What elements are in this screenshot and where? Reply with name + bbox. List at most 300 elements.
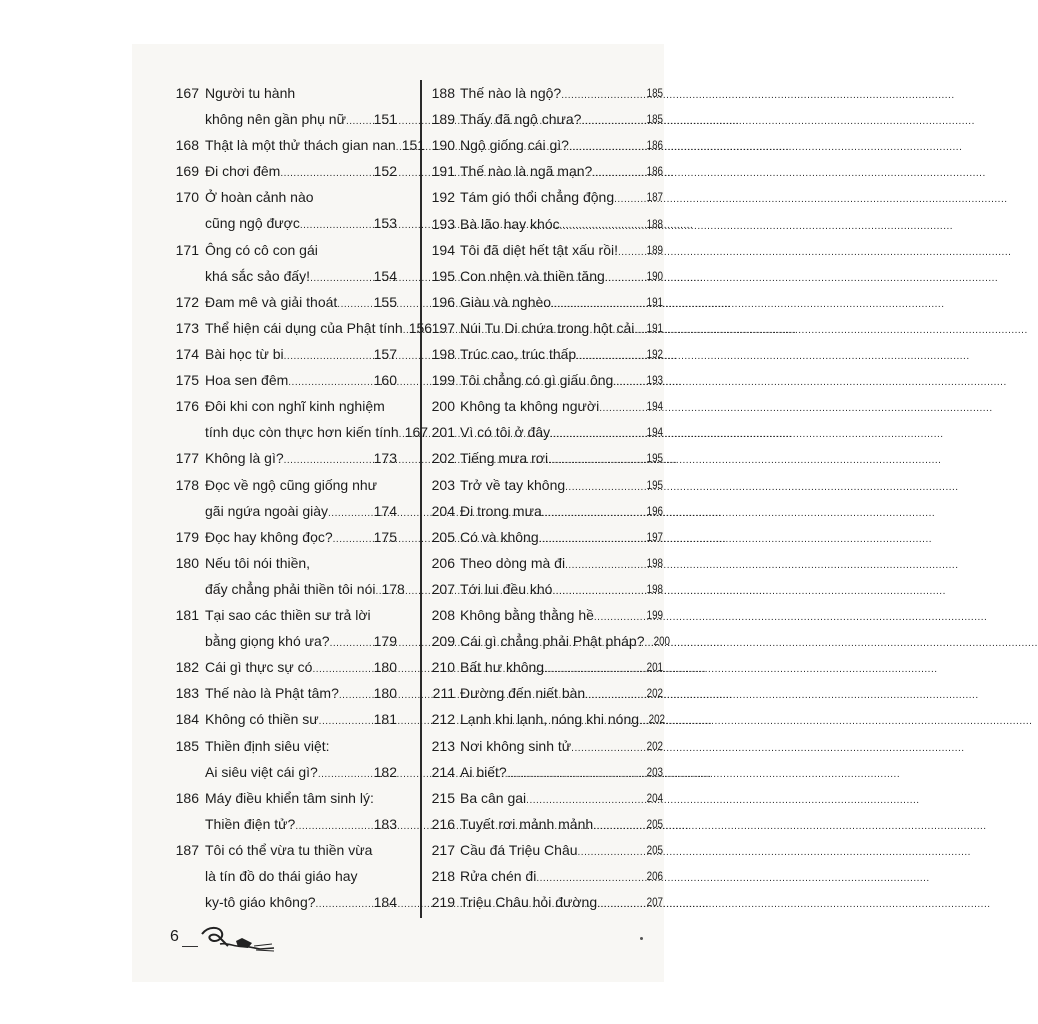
entry-title-text: Bà lão hay khóc: [460, 215, 560, 232]
dot-leader: [300, 210, 374, 236]
dot-leader: [536, 863, 643, 889]
toc-entry[interactable]: [427, 602, 663, 628]
entry-title-text: Đọc về ngộ cũng giống như: [205, 476, 378, 493]
dot-leader: [507, 759, 643, 785]
entry-page-number: 195: [646, 477, 663, 492]
entry-title-line: [205, 733, 397, 759]
dot-leader: [639, 706, 645, 732]
entry-page-number: 175: [373, 528, 397, 545]
entry-page-number: 197: [646, 529, 663, 544]
entry-number: 208: [431, 607, 455, 623]
dot-leader: [592, 158, 643, 184]
entry-title-text: Tuyết rơi mảnh mảnh: [460, 815, 594, 832]
entry-title-text: Thế nào là ngộ?: [460, 85, 562, 101]
toc-entry[interactable]: [427, 393, 663, 419]
entry-page-number: 189: [646, 242, 663, 257]
toc-entry[interactable]: [155, 445, 397, 471]
entry-page-number: 180: [373, 685, 397, 702]
toc-entry[interactable]: [427, 158, 663, 184]
entry-title-line: [460, 289, 663, 315]
page-footer: [168, 920, 288, 960]
toc-entry[interactable]: [155, 472, 397, 524]
entry-title-text: Tiếng mưa rơi: [460, 450, 549, 467]
entry-page-number: 194: [646, 399, 663, 414]
entry-title-line: [205, 367, 397, 393]
entry-title-text: Đi trong mưa: [460, 502, 542, 519]
entry-page-number: 187: [646, 190, 663, 205]
toc-entry[interactable]: [155, 184, 397, 236]
entry-number: 215: [431, 789, 455, 806]
entry-number: 183: [175, 685, 199, 702]
entry-page-number: 151: [373, 111, 397, 128]
entry-title-line: [205, 289, 397, 315]
entry-title-line: [460, 419, 663, 445]
toc-entry[interactable]: [155, 550, 405, 602]
dot-leader: [565, 550, 643, 576]
entry-title-text: Người tu hành: [205, 85, 296, 101]
toc-entry[interactable]: [155, 680, 397, 706]
toc-entry[interactable]: [427, 654, 663, 680]
entry-title-text: Đường đến niết bàn: [460, 685, 586, 702]
toc-entry[interactable]: [427, 550, 663, 576]
entry-number: 212: [431, 711, 455, 728]
entry-number: 201: [431, 424, 455, 441]
toc-entry[interactable]: [155, 237, 397, 289]
brush-ornament-icon: [198, 924, 278, 958]
entry-page-number: 198: [646, 555, 663, 570]
entry-title-line: [460, 315, 663, 341]
dot-leader: [560, 211, 643, 237]
entry-title-line: [205, 602, 397, 628]
entry-title-line: [205, 80, 397, 106]
entry-title-text: Rửa chén đi: [460, 868, 537, 884]
dot-leader: [597, 889, 643, 915]
entry-title-text: Thế nào là Phật tâm?: [205, 685, 339, 702]
entry-page-number: 201: [646, 660, 663, 675]
entry-title-line: [460, 889, 663, 915]
toc-entry[interactable]: [155, 158, 397, 184]
entry-number: 209: [431, 633, 455, 650]
toc-entry[interactable]: [155, 654, 397, 680]
entry-page-number: 152: [373, 163, 397, 180]
entry-page-number: 202: [646, 686, 663, 701]
entry-title-line: [205, 654, 397, 680]
entry-title-text: không nên gần phụ nữ: [205, 111, 346, 128]
dot-leader: [578, 837, 643, 863]
toc-entry[interactable]: [155, 602, 397, 654]
entry-page-number: 182: [373, 763, 397, 780]
entry-title-text: Trúc cao, trúc thấp: [460, 346, 577, 362]
toc-entry[interactable]: [427, 863, 663, 889]
entry-number: 192: [431, 189, 455, 206]
toc-entry[interactable]: [155, 837, 397, 915]
entry-page-number: 179: [373, 633, 397, 650]
entry-title-text: Không là gì?: [205, 450, 284, 467]
entry-page-number: 190: [646, 268, 663, 283]
toc-entry[interactable]: [427, 237, 663, 263]
entry-number: 191: [431, 163, 455, 180]
entry-title-line: [460, 602, 663, 628]
entry-page-number: 198: [646, 581, 663, 596]
dot-leader: [396, 132, 402, 158]
entry-title-text: Có và không: [460, 528, 539, 545]
entry-title-line: [205, 132, 426, 158]
entry-number: 205: [431, 528, 455, 545]
dot-leader: [284, 341, 374, 367]
entry-page-number: 174: [373, 502, 397, 519]
dot-leader: [544, 654, 643, 680]
entry-title-line: [205, 184, 397, 210]
page-number: 6: [170, 928, 179, 945]
toc-entry[interactable]: [155, 80, 397, 132]
dot-leader: [548, 445, 643, 471]
entry-number: 202: [431, 450, 455, 467]
toc-entry[interactable]: [155, 289, 397, 315]
toc-entry[interactable]: [427, 628, 671, 654]
entry-number: 186: [175, 789, 199, 806]
entry-number: 185: [175, 737, 199, 754]
entry-page-number: 188: [646, 216, 663, 231]
entry-title-line: [205, 498, 397, 524]
dot-leader: [312, 654, 373, 680]
entry-title-text: Thế nào là ngã mạn?: [460, 163, 593, 180]
entry-title-text: Đam mê và giải thoát: [205, 293, 338, 310]
entry-title-text: Đọc hay không đọc?: [205, 528, 333, 545]
entry-title-line: [460, 184, 663, 210]
entry-page-number: 200: [654, 634, 671, 649]
dot-leader: [333, 524, 374, 550]
entry-title-text: Tôi đã diệt hết tật xấu rồi!: [460, 241, 618, 258]
dot-leader: [318, 759, 374, 785]
entry-number: 194: [431, 241, 455, 258]
entry-title-line: [460, 445, 663, 471]
dot-leader: [295, 811, 373, 837]
toc-entry[interactable]: [427, 524, 663, 550]
entry-title-line: [460, 837, 663, 863]
entry-title-text: Tôi có thể vừa tu thiền vừa: [205, 841, 373, 858]
toc-entry[interactable]: [155, 315, 433, 341]
toc-entry[interactable]: [427, 889, 663, 915]
entry-number: 167: [175, 85, 199, 101]
entry-page-number: 173: [373, 450, 397, 467]
entry-title-text: là tín đồ do thái giáo hay: [205, 867, 358, 884]
entry-page-number: 205: [646, 842, 663, 857]
entry-title-text: Vì có tôi ở đây: [460, 424, 551, 441]
entry-title-text: Ngộ giống cái gì?: [460, 137, 569, 154]
dot-leader: [346, 106, 374, 132]
footer-rule: [182, 946, 198, 947]
entry-title-text: Cầu đá Triệu Châu: [460, 841, 578, 858]
entry-page-number: 199: [646, 608, 663, 622]
entry-title-text: Ai biết?: [460, 763, 507, 780]
dot-leader: [280, 158, 373, 184]
entry-title-line: [205, 472, 397, 498]
entry-title-text: Nơi không sinh tử: [460, 737, 572, 754]
entry-number: 200: [431, 398, 455, 415]
dot-leader: [403, 315, 409, 341]
entry-title-text: Thấy đã ngộ chưa?: [460, 111, 582, 128]
entry-title-line: [205, 263, 397, 289]
toc-entry[interactable]: [427, 472, 663, 498]
entry-number: 171: [175, 241, 199, 258]
entry-number: 181: [175, 607, 199, 623]
entry-number: 218: [431, 868, 455, 884]
dot-leader: [599, 393, 643, 419]
entry-title-text: Trở về tay không: [460, 476, 566, 493]
entry-number: 189: [431, 111, 455, 128]
toc-entry[interactable]: [427, 811, 663, 837]
entry-page-number: 151: [401, 137, 426, 154]
entry-title-text: Nếu tôi nói thiền,: [205, 554, 311, 571]
dot-leader: [551, 289, 643, 315]
dot-leader: [618, 237, 643, 263]
entry-title-text: Ba cân gai: [460, 789, 527, 806]
entry-page-number: 205: [646, 816, 663, 831]
dot-leader: [581, 106, 643, 132]
entry-title-text: Triệu Châu hỏi đường: [460, 894, 598, 911]
entry-number: 196: [431, 293, 455, 310]
toc-entry[interactable]: [427, 80, 663, 106]
dot-leader: [319, 706, 374, 732]
toc-entry[interactable]: [427, 498, 663, 524]
entry-title-line: [205, 210, 397, 236]
entry-number: 217: [431, 841, 455, 858]
toc-entry[interactable]: [427, 837, 663, 863]
entry-number: 190: [431, 137, 455, 154]
entry-page-number: 156: [408, 319, 433, 336]
entry-title-text: Giàu và nghèo: [460, 293, 552, 310]
entry-title-line: [205, 445, 397, 471]
dot-leader: [634, 315, 643, 341]
entry-title-line: [460, 158, 663, 184]
entry-title-text: khá sắc sảo đấy!: [205, 267, 311, 284]
entry-page-number: 186: [646, 138, 663, 153]
entry-number: 170: [175, 189, 199, 206]
toc-entry[interactable]: [427, 341, 663, 367]
entry-title-text: Máy điều khiển tâm sinh lý:: [205, 789, 374, 806]
entry-number: 179: [175, 528, 199, 545]
entry-title-line: [460, 341, 663, 367]
entry-number: 174: [175, 346, 199, 362]
entry-title-text: Thật là một thử thách gian nan: [205, 137, 396, 154]
entry-title-line: [205, 550, 397, 576]
toc-entry[interactable]: [155, 706, 397, 732]
entry-page-number: 195: [646, 451, 663, 466]
entry-number: 206: [431, 554, 455, 571]
toc-entry[interactable]: [427, 263, 663, 289]
entry-number: 199: [431, 372, 455, 389]
entry-title-text: Cái gì chẳng phải Phật pháp?: [460, 633, 645, 650]
entry-title-line: [205, 341, 397, 367]
toc-entry[interactable]: [427, 106, 663, 132]
entry-page-number: 204: [646, 790, 663, 805]
dot-leader: [284, 445, 374, 471]
entry-title-line: [460, 106, 663, 132]
dot-leader: [526, 785, 643, 811]
toc-entry[interactable]: [427, 706, 666, 732]
entry-title-line: [460, 863, 663, 889]
toc-entry[interactable]: [427, 419, 663, 445]
entry-title-line: [205, 759, 397, 785]
entry-title-line: [205, 106, 397, 132]
toc-entry[interactable]: [427, 576, 663, 602]
entry-title-line: [460, 80, 663, 106]
toc-entry[interactable]: [427, 315, 663, 341]
entry-page-number: 157: [373, 346, 397, 362]
entry-page-number: 160: [373, 372, 397, 389]
entry-page-number: 185: [646, 86, 663, 100]
entry-number: 187: [175, 841, 199, 858]
dot-leader: [542, 498, 643, 524]
toc-entry[interactable]: [427, 211, 663, 237]
entry-number: 197: [431, 319, 455, 336]
entry-page-number: 154: [373, 267, 397, 284]
entry-number: 172: [175, 293, 199, 310]
entry-title-text: Thiền điện tử?: [205, 815, 296, 832]
entry-title-text: Con nhện và thiền tăng: [460, 267, 605, 284]
entry-title-text: Không ta không người: [460, 398, 600, 415]
entry-title-line: [460, 576, 663, 602]
dot-leader: [569, 132, 643, 158]
entry-page-number: 192: [646, 347, 663, 361]
toc-entry[interactable]: [427, 785, 663, 811]
entry-title-line: [205, 237, 397, 263]
dot-leader: [310, 263, 374, 289]
dot-leader: [585, 680, 643, 706]
entry-title-line: [205, 863, 397, 889]
dot-leader: [339, 680, 374, 706]
entry-title-line: [460, 524, 663, 550]
entry-page-number: 203: [646, 764, 663, 779]
entry-page-number: 186: [646, 164, 663, 179]
entry-title-line: [205, 393, 397, 419]
entry-title-line: [205, 524, 397, 550]
entry-page-number: 178: [381, 580, 405, 597]
dot-leader: [399, 419, 405, 445]
entry-title-line: [205, 628, 397, 654]
toc-entry[interactable]: [427, 289, 663, 315]
toc-entry[interactable]: [155, 393, 429, 445]
stray-mark: [640, 937, 643, 940]
entry-title-line: [460, 706, 666, 732]
toc-entry[interactable]: [427, 759, 663, 785]
dot-leader: [288, 367, 373, 393]
entry-title-line: [205, 706, 397, 732]
entry-title-line: [205, 576, 405, 602]
entry-number: 211: [432, 685, 455, 702]
dot-leader: [594, 602, 643, 628]
entry-title-line: [460, 132, 663, 158]
entry-number: 178: [175, 476, 199, 493]
entry-number: 175: [175, 372, 199, 389]
entry-number: 173: [175, 319, 199, 336]
toc-entry[interactable]: [427, 367, 663, 393]
entry-number: 182: [175, 659, 199, 676]
dot-leader: [576, 341, 643, 367]
dot-leader: [565, 472, 643, 498]
toc-entry[interactable]: [155, 132, 426, 158]
entry-number: 207: [431, 580, 455, 597]
entry-title-text: Đôi khi con nghĩ kinh nghiệm: [205, 398, 385, 415]
toc-entry[interactable]: [427, 184, 663, 210]
entry-number: 204: [431, 502, 455, 519]
entry-page-number: 206: [646, 869, 663, 883]
entry-number: 213: [431, 737, 455, 754]
entry-title-line: [205, 315, 433, 341]
entry-number: 180: [175, 554, 199, 571]
entry-page-number: 185: [646, 112, 663, 127]
entry-number: 177: [175, 450, 199, 467]
entry-title-line: [460, 680, 663, 706]
dot-leader: [550, 419, 643, 445]
toc-entry[interactable]: [427, 680, 663, 706]
entry-title-line: [460, 498, 663, 524]
entry-title-text: Thể hiện cái dụng của Phật tính: [205, 319, 403, 336]
entry-number: 210: [431, 659, 455, 676]
entry-title-line: [460, 811, 663, 837]
toc-entry[interactable]: [155, 341, 397, 367]
entry-number: 195: [431, 267, 455, 284]
entry-page-number: 207: [646, 895, 663, 910]
entry-title-line: [205, 680, 397, 706]
entry-title-text: Bất hư không: [460, 659, 545, 676]
toc-entry[interactable]: [427, 733, 663, 759]
entry-title-text: Tám gió thổi chẳng động: [460, 189, 615, 206]
entry-title-line: [205, 811, 397, 837]
toc-entry[interactable]: [427, 132, 663, 158]
toc-entry[interactable]: [155, 367, 397, 393]
entry-title-line: [205, 158, 397, 184]
toc-entry[interactable]: [155, 785, 397, 837]
entry-title-line: [205, 837, 397, 863]
dot-leader: [593, 811, 643, 837]
entry-title-text: Bài học từ bi: [205, 346, 284, 362]
entry-title-line: [205, 419, 429, 445]
entry-title-text: Không có thiền sư: [205, 711, 319, 728]
entry-number: 203: [431, 476, 455, 493]
entry-number: 184: [175, 711, 199, 728]
entry-title-line: [460, 393, 663, 419]
entry-number: 219: [431, 894, 455, 911]
entry-page-number: 167: [404, 424, 429, 441]
entry-title-text: ky-tô giáo không?: [205, 894, 316, 911]
entry-number: 216: [431, 815, 455, 832]
entry-title-text: tính dục còn thực hơn kiến tính: [205, 424, 399, 441]
entry-title-text: gãi ngứa ngoài giày: [205, 502, 329, 519]
toc-entry[interactable]: [427, 445, 663, 471]
entry-title-line: [460, 628, 671, 654]
toc-entry[interactable]: [155, 524, 397, 550]
entry-page-number: 180: [373, 659, 397, 676]
entry-title-text: Hoa sen đêm: [205, 372, 289, 389]
entry-page-number: 193: [646, 373, 663, 388]
entry-title-line: [460, 367, 663, 393]
entry-title-text: Theo dòng mà đi: [460, 554, 566, 571]
entry-page-number: 181: [373, 711, 397, 728]
entry-title-text: Ai siêu việt cái gì?: [205, 763, 318, 780]
entry-number: 168: [175, 137, 199, 154]
entry-title-line: [460, 759, 663, 785]
toc-entry[interactable]: [155, 733, 397, 785]
entry-page-number: 155: [373, 293, 397, 310]
dot-leader: [337, 289, 373, 315]
entry-title-line: [205, 889, 397, 915]
entry-title-text: Thiền định siêu việt:: [205, 737, 330, 754]
entry-title-text: Núi Tu Di chứa trong hột cải: [460, 319, 635, 336]
entry-page-number: 191: [646, 294, 663, 309]
entry-title-line: [460, 472, 663, 498]
entry-page-number: 202: [646, 738, 663, 753]
